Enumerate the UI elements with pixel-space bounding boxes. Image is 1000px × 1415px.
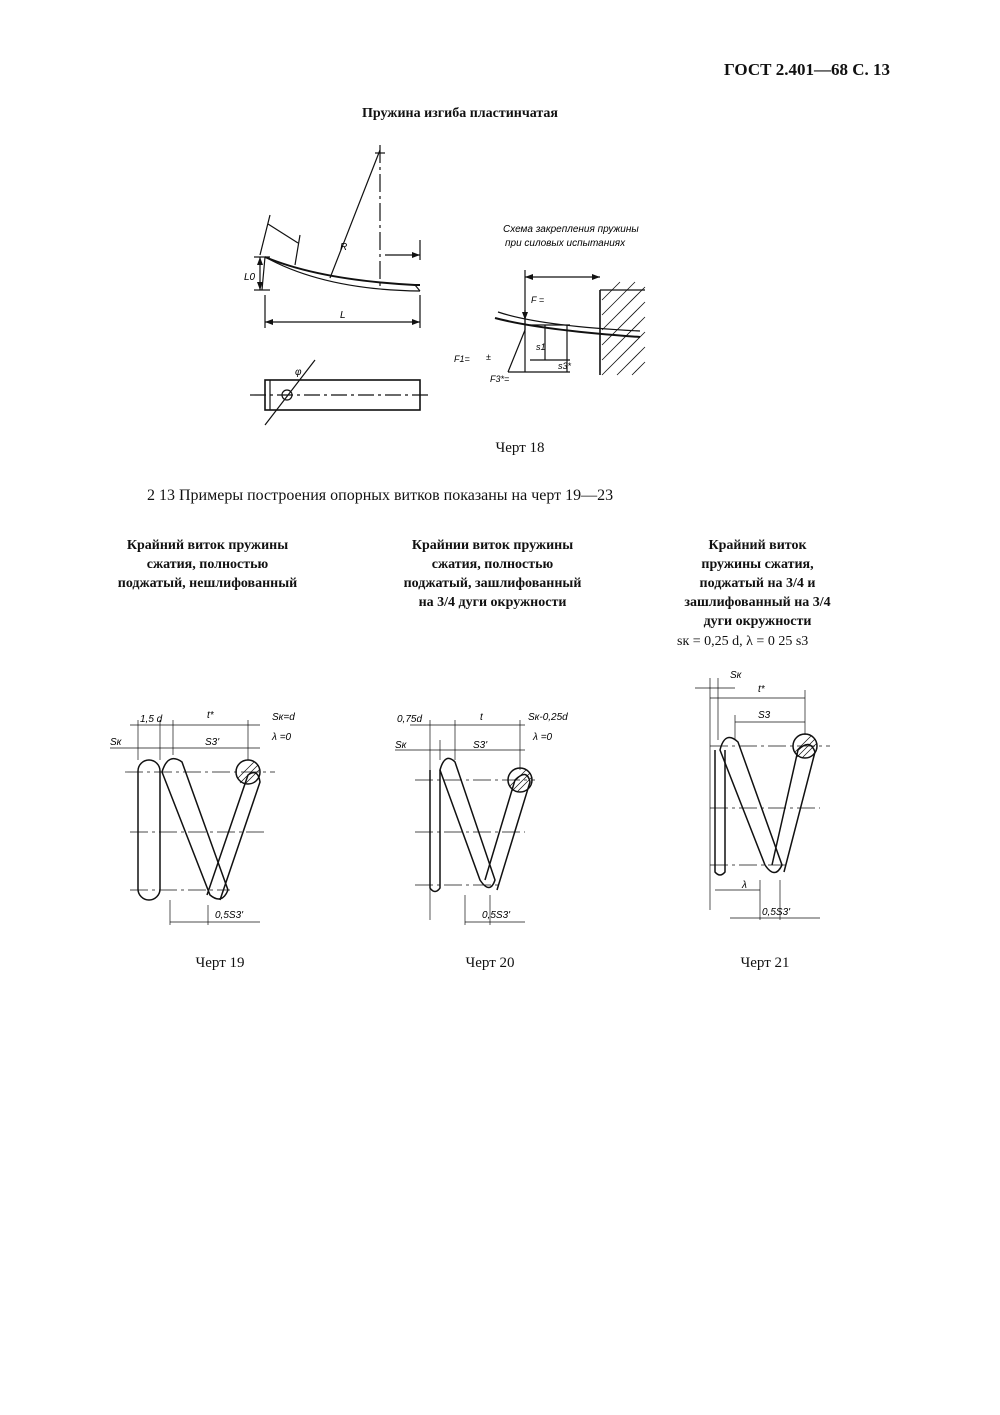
figure21-drawing xyxy=(680,660,860,940)
l-label: L xyxy=(340,310,346,321)
s3-label: S3' xyxy=(205,737,220,748)
figure19-drawing xyxy=(100,700,300,940)
figure19-heading: Крайний виток пружины сжатия, полностью поджатый, нешлифованный xyxy=(117,538,298,591)
s3-label: s3* xyxy=(558,361,572,371)
scheme-line1: Схема закрепления пружины xyxy=(503,224,639,235)
half-label: 0,5S3' xyxy=(215,910,244,921)
s1-label: s1 xyxy=(536,342,546,352)
d15-label: 1,5 d xyxy=(140,714,163,725)
lam-label: λ xyxy=(742,880,747,891)
sk-label: Sк xyxy=(110,737,122,748)
figure21-caption: Черт 21 xyxy=(740,955,790,971)
skr-label: Sк-0,25d xyxy=(528,712,568,723)
figure21-heading: Крайний виток пружины сжатия, поджатый на 3/4 и зашлифованный на 3/4 дуги окружности xyxy=(684,538,831,629)
half-label: 0,5S3' xyxy=(482,910,511,921)
lam-label: λ =0 xyxy=(272,732,292,743)
figure18-title: Пружина изгиба пластинчатая xyxy=(361,106,558,121)
half-label: 0,5S3' xyxy=(762,907,791,918)
figure19-caption: Черт 19 xyxy=(195,955,245,971)
f-label: F = xyxy=(531,295,545,305)
d075-label: 0,75d xyxy=(397,714,423,725)
paragraph-2-13: 2 13 Примеры построения опорных витков показаны на черт 19—23 xyxy=(147,487,614,504)
phi-label: φ xyxy=(295,367,302,378)
t-label: t xyxy=(480,712,483,723)
sk-label: Sк xyxy=(730,670,742,681)
r-label: R xyxy=(340,242,348,253)
document-header: ГОСТ 2.401—68 С. 13 xyxy=(724,60,890,79)
f3-label: F3*= xyxy=(490,374,510,384)
t-label: t* xyxy=(207,710,214,721)
skd-label: Sк=d xyxy=(272,712,295,723)
f1-label: F1= xyxy=(454,354,470,364)
lam-label: λ =0 xyxy=(533,732,553,743)
figure18-caption: Черт 18 xyxy=(495,440,545,456)
l0-label: L0 xyxy=(244,272,256,283)
figure21-formula: sк = 0,25 d, λ = 0 25 s3 xyxy=(677,634,809,649)
figure20-caption: Черт 20 xyxy=(465,955,515,971)
figure20-heading: Крайнии виток пружины сжатия, полностью поджатый, зашлифованный на 3/4 дуги окружности xyxy=(403,538,582,610)
pm-label: ± xyxy=(486,352,491,362)
sk-label: Sк xyxy=(395,740,407,751)
t-label: t* xyxy=(758,684,765,695)
s3-label: S3 xyxy=(758,710,771,721)
scheme-line2: при силовых испытаниях xyxy=(505,238,626,249)
figure18-drawing xyxy=(240,140,660,440)
s3-label: S3' xyxy=(473,740,488,751)
figure20-drawing xyxy=(385,700,595,940)
